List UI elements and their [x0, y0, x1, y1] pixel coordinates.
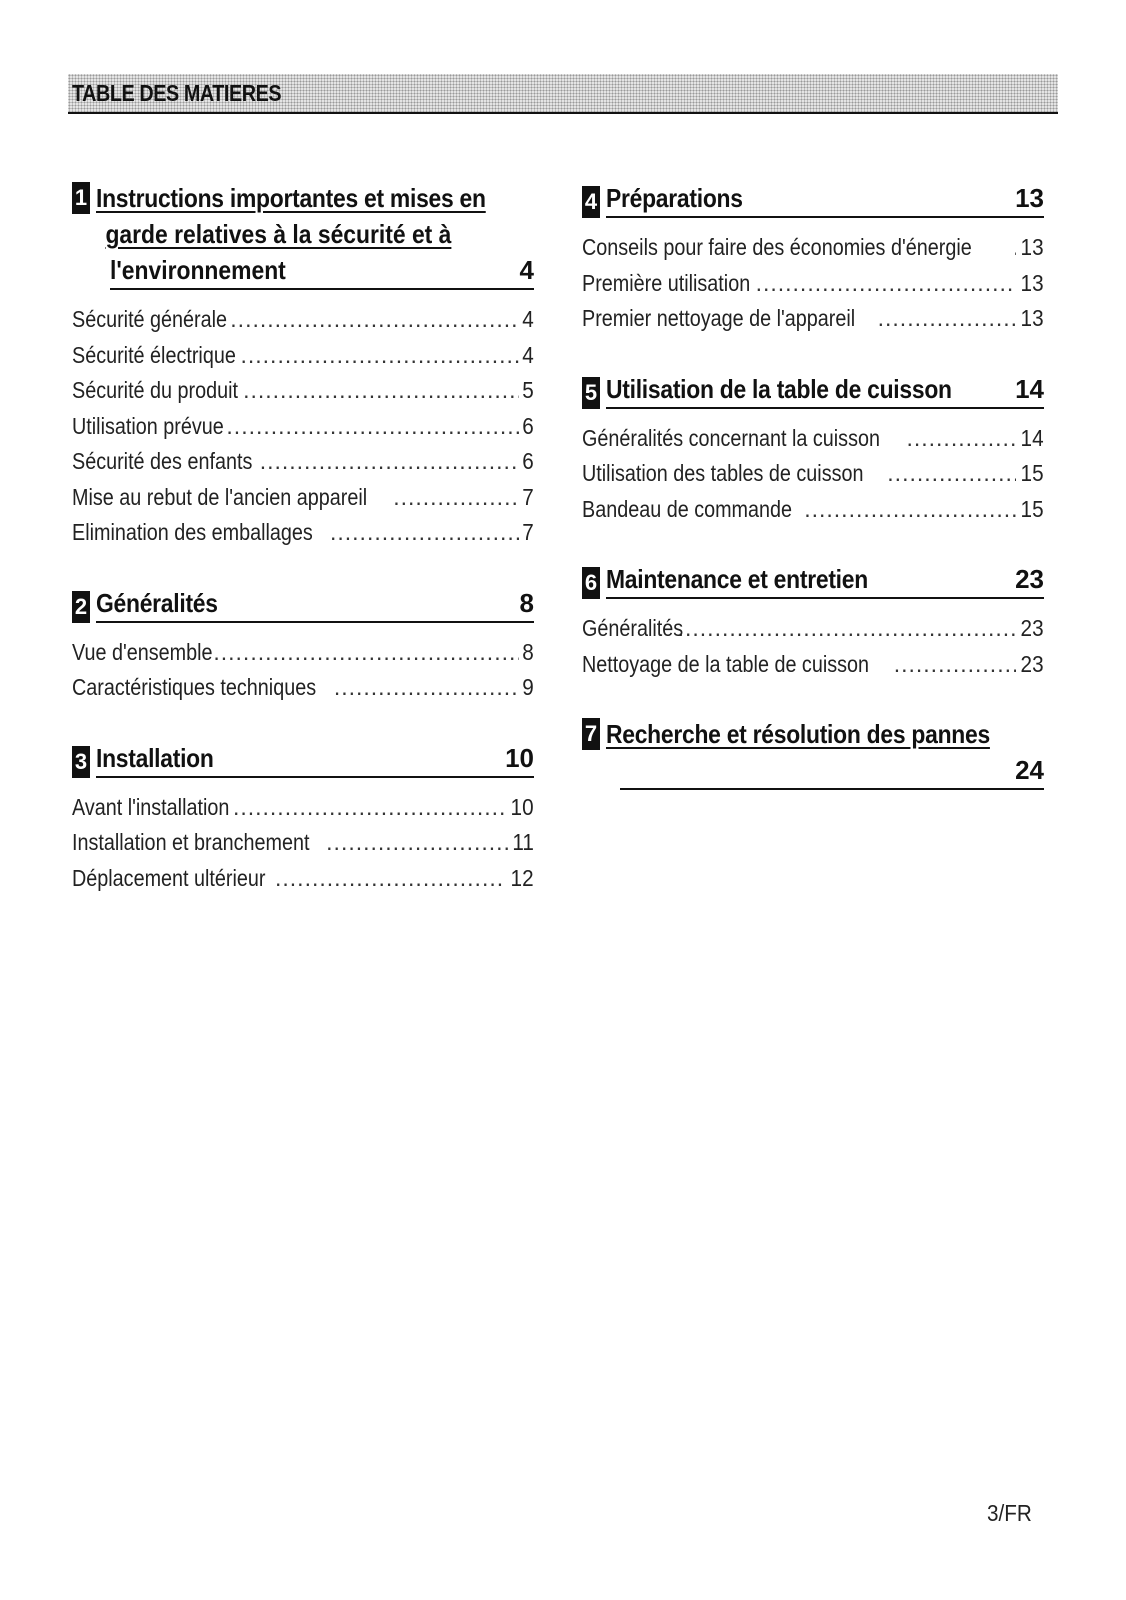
- toc-entry[interactable]: [72, 373, 534, 409]
- section-number-box: 3: [72, 746, 90, 778]
- section-number-box: 7: [582, 718, 600, 750]
- toc-entry[interactable]: [582, 266, 1044, 302]
- entry-page: 13: [1020, 305, 1044, 331]
- entry-label: Conseils pour faire des économies d'énergie: [582, 234, 972, 260]
- toc-entry[interactable]: [72, 825, 534, 861]
- entry-label: Installation et branchement: [72, 829, 310, 855]
- entry-page: 6: [522, 412, 534, 439]
- page-title: TABLE DES MATIERES: [72, 80, 282, 106]
- entry-page: 4: [522, 341, 534, 368]
- dot-leader: [878, 301, 1017, 337]
- toc-entry[interactable]: [582, 647, 1044, 683]
- dot-leader: [241, 338, 520, 374]
- dot-leader: [1013, 230, 1016, 266]
- dot-leader: [260, 444, 520, 480]
- entry-label: Bandeau de commande: [582, 495, 793, 522]
- entry-page: 14: [1020, 424, 1044, 451]
- entry-list: [582, 611, 1044, 682]
- entry-page: 11: [512, 829, 534, 855]
- dot-leader: [226, 409, 519, 445]
- toc-entry[interactable]: [72, 480, 534, 516]
- toc-entry[interactable]: [582, 421, 1044, 457]
- entry-label: Avant l'installation: [72, 793, 230, 820]
- section-title-line: Instructions importantes et mises en: [96, 183, 486, 213]
- section-title: Recherche et résolution des pannes: [606, 719, 990, 749]
- toc-section-3: [72, 740, 534, 897]
- toc-entry[interactable]: [72, 515, 534, 551]
- section-title: Généralités: [96, 587, 218, 618]
- section-title: Préparations: [606, 183, 743, 213]
- entry-list: [582, 421, 1044, 528]
- toc-section-7: [582, 716, 1044, 790]
- section-page-number: 4: [519, 255, 534, 285]
- toc-entry[interactable]: [582, 301, 1044, 337]
- section-heading-1[interactable]: [72, 180, 534, 290]
- entry-page: 8: [522, 638, 534, 665]
- toc-section-2: [72, 585, 534, 706]
- dot-leader: [326, 825, 508, 861]
- entry-list: [72, 302, 534, 551]
- entry-page: 7: [522, 519, 534, 545]
- dot-leader: [330, 515, 519, 551]
- entry-page: 13: [1020, 269, 1044, 296]
- section-number-box: 5: [582, 377, 600, 409]
- section-heading-6[interactable]: [582, 561, 1044, 599]
- section-title: Utilisation de la table de cuisson: [606, 373, 952, 404]
- entry-label: Mise au rebut de l'ancien appareil: [72, 483, 368, 510]
- toc-section-1: [72, 180, 534, 551]
- section-page-number: 23: [1015, 564, 1044, 594]
- entry-page: 23: [1020, 650, 1044, 677]
- entry-page: 15: [1020, 460, 1044, 486]
- toc-entry[interactable]: [72, 302, 534, 338]
- section-page-number: 10: [505, 742, 534, 773]
- entry-label: Sécurité du produit: [72, 377, 239, 403]
- toc-entry[interactable]: [582, 611, 1044, 647]
- entry-label: Premier nettoyage de l'appareil: [582, 305, 856, 331]
- entry-page: 13: [1020, 234, 1044, 260]
- section-heading-5[interactable]: [582, 371, 1044, 409]
- entry-page: 9: [522, 674, 534, 700]
- dot-leader: [804, 492, 1016, 528]
- section-heading-4[interactable]: [582, 180, 1044, 218]
- entry-label: Sécurité des enfants: [72, 448, 253, 474]
- section-number-box: 4: [582, 186, 600, 218]
- section-page-number: 8: [519, 587, 534, 618]
- dot-leader: [213, 635, 519, 671]
- header-band: [68, 74, 1058, 114]
- toc-column-left: [72, 180, 534, 896]
- entry-page: 6: [522, 448, 534, 474]
- section-title-line: garde relatives à la sécurité et à: [105, 219, 452, 249]
- section-number-box: 2: [72, 591, 90, 623]
- section-heading-7[interactable]: [582, 716, 1044, 790]
- section-page-number: 14: [1015, 373, 1044, 404]
- entry-page: 12: [510, 864, 534, 891]
- entry-label: Généralités: [582, 615, 684, 641]
- toc-entry[interactable]: [72, 790, 534, 826]
- section-title: Maintenance et entretien: [606, 564, 868, 594]
- entry-label: Elimination des emballages: [72, 519, 313, 545]
- toc-section-6: [582, 561, 1044, 682]
- toc-entry[interactable]: [582, 492, 1044, 528]
- section-title: Installation: [96, 742, 214, 773]
- entry-label: Première utilisation: [582, 269, 751, 296]
- section-heading-3[interactable]: [72, 740, 534, 778]
- page-number-footer: 3/FR: [987, 1500, 1032, 1526]
- entry-label: Utilisation prévue: [72, 412, 224, 439]
- entry-label: Nettoyage de la table de cuisson: [582, 650, 870, 677]
- section-title-line: l'environnement: [110, 255, 286, 285]
- toc-section-4: [582, 180, 1044, 337]
- entry-page: 7: [522, 483, 534, 510]
- entry-label: Sécurité générale: [72, 306, 228, 332]
- entry-label: Utilisation des tables de cuisson: [582, 460, 864, 486]
- dot-leader: [393, 480, 519, 516]
- section-number-box: 6: [582, 567, 600, 599]
- dot-leader: [678, 611, 1017, 647]
- section-heading-2[interactable]: [72, 585, 534, 623]
- toc-entry[interactable]: [72, 409, 534, 445]
- entry-page: 5: [522, 377, 534, 403]
- toc-entry[interactable]: [72, 444, 534, 480]
- toc-section-5: [582, 371, 1044, 528]
- section-page-number: 24: [1015, 755, 1044, 785]
- entry-page: 23: [1020, 615, 1044, 641]
- entry-page: 10: [510, 793, 534, 820]
- toc-entry[interactable]: [582, 230, 1044, 266]
- toc-entry[interactable]: [72, 338, 534, 374]
- toc-entry[interactable]: [72, 635, 534, 671]
- toc-entry[interactable]: [72, 861, 534, 897]
- toc-entry[interactable]: [582, 456, 1044, 492]
- dot-leader: [756, 266, 1017, 302]
- dot-leader: [243, 373, 519, 409]
- dot-leader: [230, 302, 519, 338]
- dot-leader: [887, 456, 1016, 492]
- entry-list: [72, 790, 534, 897]
- entry-label: Sécurité électrique: [72, 341, 236, 368]
- entry-list: [72, 635, 534, 706]
- entry-label: Caractéristiques techniques: [72, 674, 317, 700]
- dot-leader: [906, 421, 1016, 457]
- entry-page: 15: [1020, 495, 1044, 522]
- toc-column-right: [582, 180, 1044, 790]
- dot-leader: [894, 647, 1017, 683]
- entry-label: Généralités concernant la cuisson: [582, 424, 880, 451]
- dot-leader: [233, 790, 506, 826]
- entry-page: 4: [522, 306, 534, 332]
- dot-leader: [275, 861, 506, 897]
- toc-entry[interactable]: [72, 670, 534, 706]
- entry-label: Vue d'ensemble: [72, 638, 213, 665]
- section-number-box: 1: [72, 182, 90, 214]
- section-page-number: 13: [1015, 183, 1044, 213]
- entry-label: Déplacement ultérieur: [72, 864, 266, 891]
- dot-leader: [334, 670, 519, 706]
- entry-list: [582, 230, 1044, 337]
